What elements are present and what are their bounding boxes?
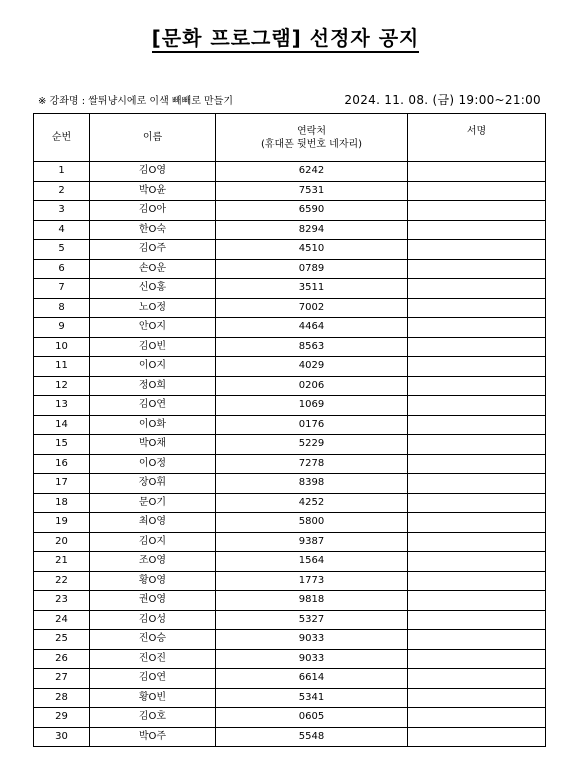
row-number: 8 — [34, 298, 90, 318]
row-signature-cell[interactable] — [408, 688, 546, 708]
row-name: 김O아 — [90, 201, 216, 221]
row-signature-cell[interactable] — [408, 279, 546, 299]
row-name: 이O지 — [90, 357, 216, 377]
row-phone: 7002 — [216, 298, 408, 318]
row-name: 박O윤 — [90, 181, 216, 201]
row-signature-cell[interactable] — [408, 201, 546, 221]
row-phone: 0206 — [216, 376, 408, 396]
row-name: 김O연 — [90, 396, 216, 416]
row-name: 문O기 — [90, 493, 216, 513]
row-name: 최O영 — [90, 513, 216, 533]
row-phone: 8563 — [216, 337, 408, 357]
row-phone: 8294 — [216, 220, 408, 240]
row-number: 10 — [34, 337, 90, 357]
table-row — [34, 454, 546, 474]
table-row — [34, 591, 546, 611]
row-name: 김O영 — [90, 162, 216, 182]
table-row — [34, 649, 546, 669]
row-signature-cell[interactable] — [408, 162, 546, 182]
row-number: 6 — [34, 259, 90, 279]
row-name: 정O희 — [90, 376, 216, 396]
course-name: ※ 강좌명 : 쌀튀냥시에로 이색 빼빼로 만들기 — [38, 96, 234, 107]
row-phone: 0605 — [216, 708, 408, 728]
table-row — [34, 571, 546, 591]
row-name: 안O지 — [90, 318, 216, 338]
table-row — [34, 181, 546, 201]
row-signature-cell[interactable] — [408, 610, 546, 630]
row-phone: 0176 — [216, 415, 408, 435]
row-signature-cell[interactable] — [408, 708, 546, 728]
row-signature-cell[interactable] — [408, 669, 546, 689]
row-name: 박O채 — [90, 435, 216, 455]
table-row — [34, 552, 546, 572]
table-row — [34, 240, 546, 260]
row-number: 28 — [34, 688, 90, 708]
row-name: 진O진 — [90, 649, 216, 669]
row-signature-cell[interactable] — [408, 298, 546, 318]
row-name: 김O성 — [90, 610, 216, 630]
row-signature-cell[interactable] — [408, 571, 546, 591]
row-phone: 8398 — [216, 474, 408, 494]
header-contact-title: 연락처 — [297, 125, 326, 137]
table-row — [34, 220, 546, 240]
row-signature-cell[interactable] — [408, 220, 546, 240]
table-body — [34, 162, 546, 747]
table-row — [34, 279, 546, 299]
row-number: 19 — [34, 513, 90, 533]
row-name: 진O승 — [90, 630, 216, 650]
row-phone: 9033 — [216, 630, 408, 650]
row-signature-cell[interactable] — [408, 396, 546, 416]
row-name: 김O호 — [90, 708, 216, 728]
table-row — [34, 376, 546, 396]
row-name: 김O지 — [90, 532, 216, 552]
row-signature-cell[interactable] — [408, 454, 546, 474]
row-number: 21 — [34, 552, 90, 572]
row-number: 27 — [34, 669, 90, 689]
row-phone: 5229 — [216, 435, 408, 455]
row-number: 26 — [34, 649, 90, 669]
table-row — [34, 688, 546, 708]
table-row — [34, 435, 546, 455]
table-row — [34, 669, 546, 689]
table-row — [34, 727, 546, 747]
table-row — [34, 396, 546, 416]
row-phone: 5800 — [216, 513, 408, 533]
row-signature-cell[interactable] — [408, 337, 546, 357]
row-name: 조O영 — [90, 552, 216, 572]
row-signature-cell[interactable] — [408, 727, 546, 747]
header-name: 이름 — [90, 114, 216, 162]
row-signature-cell[interactable] — [408, 357, 546, 377]
row-number: 24 — [34, 610, 90, 630]
row-signature-cell[interactable] — [408, 240, 546, 260]
row-signature-cell[interactable] — [408, 259, 546, 279]
row-phone: 4464 — [216, 318, 408, 338]
row-phone: 5327 — [216, 610, 408, 630]
row-number: 5 — [34, 240, 90, 260]
table-row — [34, 610, 546, 630]
row-signature-cell[interactable] — [408, 376, 546, 396]
row-number: 20 — [34, 532, 90, 552]
row-phone: 1069 — [216, 396, 408, 416]
row-name: 황O영 — [90, 571, 216, 591]
row-name: 김O연 — [90, 669, 216, 689]
row-name: 권O영 — [90, 591, 216, 611]
table-row — [34, 513, 546, 533]
row-signature-cell[interactable] — [408, 552, 546, 572]
header-number: 순번 — [34, 114, 90, 162]
row-phone: 6590 — [216, 201, 408, 221]
course-info-line — [38, 91, 541, 105]
row-phone: 4029 — [216, 357, 408, 377]
row-phone: 7278 — [216, 454, 408, 474]
row-number: 12 — [34, 376, 90, 396]
row-signature-cell[interactable] — [408, 493, 546, 513]
table-row — [34, 474, 546, 494]
row-name: 박O주 — [90, 727, 216, 747]
row-phone: 9387 — [216, 532, 408, 552]
row-phone: 6614 — [216, 669, 408, 689]
row-number: 13 — [34, 396, 90, 416]
row-number: 11 — [34, 357, 90, 377]
row-name: 한O숙 — [90, 220, 216, 240]
row-phone: 5548 — [216, 727, 408, 747]
table-row — [34, 357, 546, 377]
document-title-text: [문화 프로그램] 선정자 공지 — [152, 26, 420, 53]
row-name: 황O빈 — [90, 688, 216, 708]
table-header-row — [34, 114, 546, 162]
row-number: 1 — [34, 162, 90, 182]
row-signature-cell[interactable] — [408, 532, 546, 552]
row-name: 손O운 — [90, 259, 216, 279]
row-number: 14 — [34, 415, 90, 435]
row-number: 7 — [34, 279, 90, 299]
row-signature-cell[interactable] — [408, 415, 546, 435]
table-row — [34, 532, 546, 552]
row-number: 15 — [34, 435, 90, 455]
row-phone: 0789 — [216, 259, 408, 279]
row-number: 16 — [34, 454, 90, 474]
row-phone: 5341 — [216, 688, 408, 708]
row-signature-cell[interactable] — [408, 474, 546, 494]
table-row — [34, 630, 546, 650]
table-row — [34, 298, 546, 318]
row-phone: 1564 — [216, 552, 408, 572]
row-phone: 3511 — [216, 279, 408, 299]
row-phone: 1773 — [216, 571, 408, 591]
row-phone: 7531 — [216, 181, 408, 201]
row-number: 18 — [34, 493, 90, 513]
table-row — [34, 708, 546, 728]
row-name: 장O휘 — [90, 474, 216, 494]
row-signature-cell[interactable] — [408, 649, 546, 669]
row-number: 30 — [34, 727, 90, 747]
row-number: 4 — [34, 220, 90, 240]
row-number: 2 — [34, 181, 90, 201]
row-phone: 4252 — [216, 493, 408, 513]
row-name: 이O정 — [90, 454, 216, 474]
course-schedule: 2024. 11. 08. (금) 19:00~21:00 — [344, 93, 541, 107]
row-signature-cell[interactable] — [408, 513, 546, 533]
row-number: 25 — [34, 630, 90, 650]
table-row — [34, 415, 546, 435]
row-name: 이O화 — [90, 415, 216, 435]
table-row — [34, 259, 546, 279]
row-number: 3 — [34, 201, 90, 221]
row-name: 김O빈 — [90, 337, 216, 357]
document-title — [0, 22, 571, 51]
row-name: 노O정 — [90, 298, 216, 318]
header-contact-subtitle: (휴대폰 뒷번호 네자리) — [260, 138, 363, 150]
row-number: 23 — [34, 591, 90, 611]
row-signature-cell[interactable] — [408, 181, 546, 201]
row-name: 신O홍 — [90, 279, 216, 299]
row-number: 17 — [34, 474, 90, 494]
header-signature: 서명 — [408, 114, 546, 162]
row-signature-cell[interactable] — [408, 435, 546, 455]
row-phone: 9033 — [216, 649, 408, 669]
table-row — [34, 493, 546, 513]
row-name: 김O주 — [90, 240, 216, 260]
row-number: 22 — [34, 571, 90, 591]
header-contact — [216, 114, 408, 162]
row-phone: 9818 — [216, 591, 408, 611]
table-row — [34, 318, 546, 338]
row-phone: 6242 — [216, 162, 408, 182]
row-signature-cell[interactable] — [408, 591, 546, 611]
row-signature-cell[interactable] — [408, 630, 546, 650]
table-row — [34, 201, 546, 221]
row-signature-cell[interactable] — [408, 318, 546, 338]
table-row — [34, 162, 546, 182]
row-number: 29 — [34, 708, 90, 728]
row-phone: 4510 — [216, 240, 408, 260]
table-row — [34, 337, 546, 357]
participant-table — [33, 113, 546, 747]
row-number: 9 — [34, 318, 90, 338]
